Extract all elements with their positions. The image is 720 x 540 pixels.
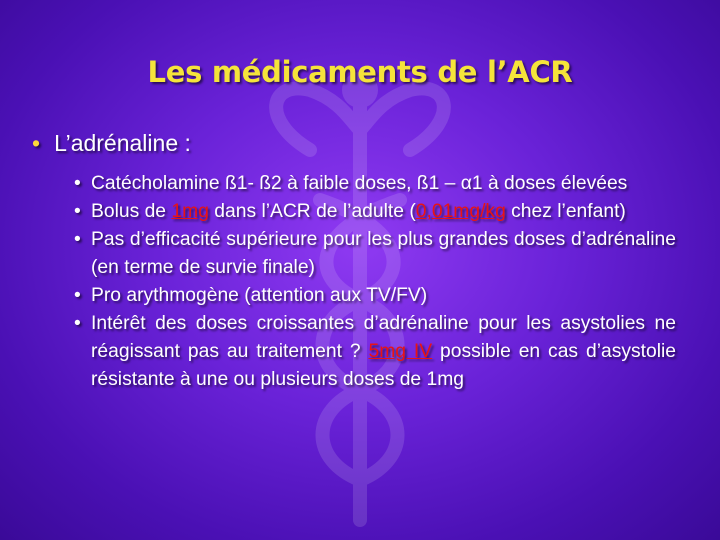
bullet-item (74, 226, 676, 282)
slide-title: Les médicaments de l’ACR (147, 55, 573, 89)
dose-highlight: 5mg IV (368, 341, 433, 362)
bullet-text: Catécholamine ß1- ß2 à faible doses, ß1 – α1 à doses élevées (91, 173, 628, 194)
bullet-text: Intérêt des doses croissantes d’adrénaline pour les asystolies ne réagissant pas au traitement ? (91, 313, 676, 362)
bullet-item (74, 198, 676, 226)
bullet-item (74, 310, 676, 394)
bullet-icon: • (74, 229, 81, 250)
bullet-icon: • (74, 313, 81, 334)
bullet-text: chez l’enfant) (505, 201, 626, 222)
level1-bullet (32, 130, 191, 157)
dose-highlight: 0,01mg/kg (415, 201, 506, 222)
bullet-item (74, 170, 676, 198)
bullet-text: dans l’ACR de l’adulte ( (208, 201, 416, 222)
sub-bullet-list (74, 170, 676, 394)
bullet-icon: • (74, 285, 81, 306)
bullet-item (74, 282, 676, 310)
bullet-icon: • (74, 201, 81, 222)
bullet-text: Pas d’efficacité supérieure pour les plus grandes doses d’adrénaline (en terme de survie finale) (91, 229, 676, 278)
dose-highlight: 1mg (171, 201, 209, 222)
bullet-text: possible en cas d’asystolie résistante à une ou plusieurs doses de 1mg (91, 341, 676, 390)
bullet-text: Pro arythmogène (attention aux TV/FV) (91, 285, 428, 306)
bullet-icon: • (74, 173, 81, 194)
bullet-icon: • (32, 130, 41, 156)
bullet-text: Bolus de (91, 201, 172, 222)
level1-text: L’adrénaline : (54, 130, 191, 156)
